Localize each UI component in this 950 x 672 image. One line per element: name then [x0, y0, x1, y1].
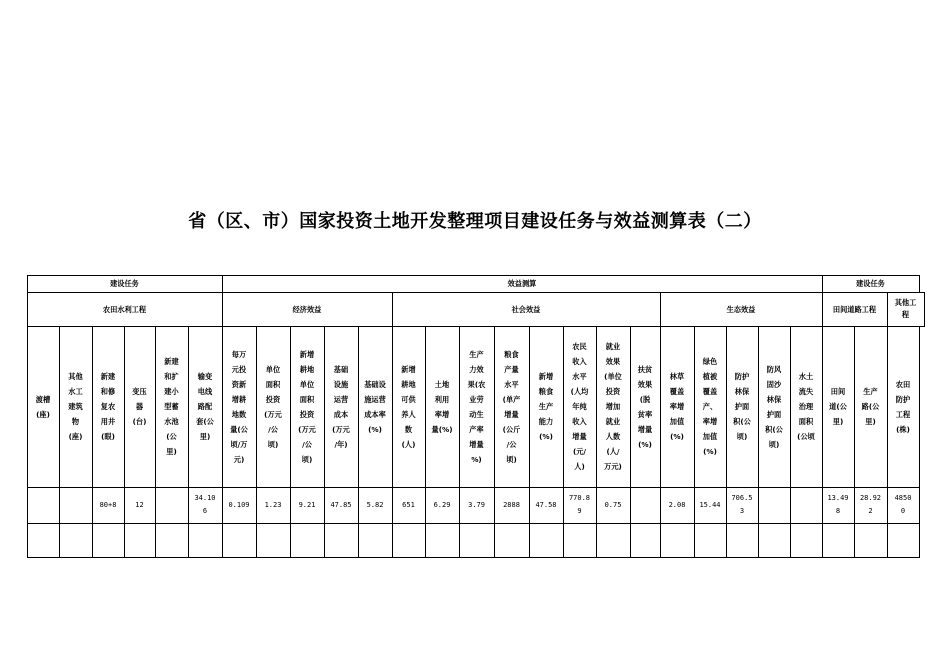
column-header: 生产 路(公 里): [861, 387, 880, 426]
table-rule: [494, 326, 495, 558]
column-header: 绿色 植被 覆盖 产、 率增 加值 (%): [702, 357, 718, 456]
column-header: 变压 器 (台): [132, 387, 147, 426]
table-rule: [59, 326, 60, 558]
table-cell: [222, 523, 256, 557]
column-header: 渡槽 (座): [35, 394, 51, 419]
table-rule: [222, 326, 223, 558]
column-header: 生产 力效 果(农 业劳 动生 产率 增量 %): [467, 349, 486, 464]
table-rule: [459, 326, 460, 558]
subgroup-economic: 经济效益: [292, 304, 322, 314]
table-rule: [27, 326, 28, 558]
table-rule: [222, 292, 223, 327]
column-header: 每万 元投 资新 增耕 地数 量(公 顷/万 元): [230, 349, 248, 464]
table-rule: [660, 292, 661, 327]
table-cell: 80+8: [99, 500, 117, 509]
column-header: 粮食 产量 水平 (单产 增量 (公斤 /公 顷): [502, 349, 521, 464]
table-rule: [188, 326, 189, 558]
subgroup-other: 其他工 程: [894, 298, 917, 319]
table-rule: [822, 326, 823, 558]
table-rule: [822, 275, 823, 293]
table-cell: 2888: [503, 500, 520, 509]
subgroup-irrigation: 农田水利工程: [102, 304, 147, 314]
group-header-construction: 建设任务: [856, 279, 885, 288]
table-cell: 3.79: [468, 500, 485, 509]
table-rule: [290, 326, 291, 558]
column-header: 新增 耕地 单位 面积 投资 (万元 /公 顷): [298, 349, 316, 464]
table-rule: [630, 326, 631, 558]
column-header: 田间 道(公 里): [829, 387, 847, 426]
table-rule: [222, 275, 223, 293]
table-cell: [563, 523, 596, 557]
table-rule: [27, 292, 28, 327]
column-header: 其他 水工 建筑 物 (座): [68, 372, 83, 441]
table-cell: 5.82: [366, 500, 384, 509]
table-cell: [324, 523, 358, 557]
table-cell: 651: [402, 500, 415, 509]
table-rule: [27, 523, 920, 524]
table-cell: 4850 0: [894, 494, 912, 515]
column-header: 输变 电线 路配 套(公 里): [196, 372, 214, 441]
table-rule: [790, 326, 791, 558]
table-rule: [563, 326, 564, 558]
column-header: 水土 流失 治理 面积 (公顷: [797, 372, 815, 441]
table-rule: [27, 275, 28, 293]
table-rule: [392, 292, 393, 327]
table-cell: 15.44: [699, 500, 721, 509]
table-rule: [392, 326, 393, 558]
table-cell: 47.58: [535, 500, 557, 509]
table-rule: [324, 326, 325, 558]
column-header: 新增 耕地 可供 养人 数 (人): [401, 364, 416, 449]
table-rule: [27, 275, 920, 276]
table-cell: [758, 523, 790, 557]
table-rule: [919, 326, 920, 558]
column-header: 扶贫 效果 (脱 贫率 增量 (%): [637, 364, 653, 449]
page-title: 省（区、市）国家投资土地开发整理项目建设任务与效益测算表（二）: [188, 211, 762, 232]
subgroup-social: 社会效益: [511, 304, 541, 314]
table-rule: [924, 292, 925, 327]
table-cell: [425, 523, 459, 557]
table-cell: [27, 487, 59, 523]
table-cell: [726, 523, 758, 557]
group-header-benefit: 效益测算: [507, 279, 537, 288]
table-rule: [358, 326, 359, 558]
table-cell: 0.109: [228, 500, 250, 509]
table-cell: 28.92 2: [859, 494, 882, 515]
table-rule: [887, 292, 888, 327]
column-header: 防护 林保 护面 积(公 顷): [733, 372, 751, 441]
table-cell: 9.21: [298, 500, 316, 509]
table-rule: [660, 326, 661, 558]
table-rule: [124, 326, 125, 558]
table-cell: [27, 523, 59, 557]
table-cell: [494, 523, 529, 557]
table-cell: [290, 523, 324, 557]
table-cell: 13.49 8: [827, 494, 849, 515]
table-rule: [92, 326, 93, 558]
column-header: 新建 和修 复农 用井 (眼): [100, 372, 116, 441]
table-rule: [919, 275, 920, 293]
group-header-construction: 建设任务: [110, 279, 139, 288]
table-rule: [854, 326, 855, 558]
table-rule: [596, 326, 597, 558]
table-cell: [822, 523, 854, 557]
table-cell: 2.08: [668, 500, 686, 509]
table-rule: [256, 326, 257, 558]
table-cell: [854, 523, 887, 557]
table-rule: [529, 326, 530, 558]
table-rule: [27, 292, 925, 293]
column-header: 农田 防护 工程 (株): [895, 379, 911, 434]
table-rule: [694, 326, 695, 558]
table-rule: [155, 326, 156, 558]
table-cell: [59, 487, 92, 523]
table-cell: [256, 523, 290, 557]
table-cell: [155, 487, 188, 523]
column-header: 土地 利用 率增 量(%): [431, 379, 453, 434]
table-rule: [27, 557, 920, 558]
table-cell: [358, 523, 392, 557]
column-header: 防风 固沙 林保 护面 积(公 顷): [765, 364, 783, 449]
table-cell: [392, 523, 425, 557]
table-cell: [596, 523, 630, 557]
column-header: 林草 覆盖 率增 加值 (%): [669, 372, 685, 441]
table-cell: [459, 523, 494, 557]
table-cell: 47.85: [330, 500, 352, 509]
subgroup-roads: 田间道路工程: [832, 304, 877, 314]
table-cell: 6.29: [433, 500, 451, 509]
table-cell: [188, 523, 222, 557]
table-cell: [155, 523, 188, 557]
table-cell: 770.8 9: [568, 494, 591, 515]
table-cell: [529, 523, 563, 557]
table-cell: 0.75: [604, 500, 622, 509]
table-cell: [630, 523, 660, 557]
table-cell: [630, 487, 660, 523]
table-cell: [660, 523, 694, 557]
column-header: 单位 面积 投资 (万元 /公 顷): [264, 364, 282, 449]
table-cell: [790, 523, 822, 557]
table-cell: [59, 523, 92, 557]
table-rule: [822, 292, 823, 327]
column-header: 基础设 施运营 成本率 (%): [364, 379, 386, 434]
table-cell: 706.5 3: [731, 494, 753, 515]
table-rule: [887, 326, 888, 558]
column-header: 新增 粮食 生产 能力 (%): [538, 372, 554, 441]
column-header: 新建 和扩 建小 型蓄 水池 (公 里): [164, 357, 179, 456]
table-cell: [758, 487, 790, 523]
table-cell: [887, 523, 919, 557]
table-cell: [124, 523, 155, 557]
table-cell: 34.10 6: [194, 494, 216, 515]
table-cell: 1.23: [264, 500, 282, 509]
table-rule: [27, 487, 920, 488]
table-cell: 12: [135, 500, 144, 509]
table-cell: [790, 487, 822, 523]
table-cell: [694, 523, 726, 557]
table-rule: [758, 326, 759, 558]
table-cell: [92, 523, 124, 557]
column-header: 农民 收入 水平 (人均 年纯 收入 增量 (元/ 人): [570, 342, 589, 471]
column-header: 基础 设施 运营 成本 (万元 /年): [332, 364, 350, 449]
column-header: 就业 效果 (单位 投资 增加 就业 人数 (人/ 万元): [604, 342, 622, 471]
subgroup-ecological: 生态效益: [726, 304, 756, 314]
table-rule: [726, 326, 727, 558]
table-rule: [425, 326, 426, 558]
